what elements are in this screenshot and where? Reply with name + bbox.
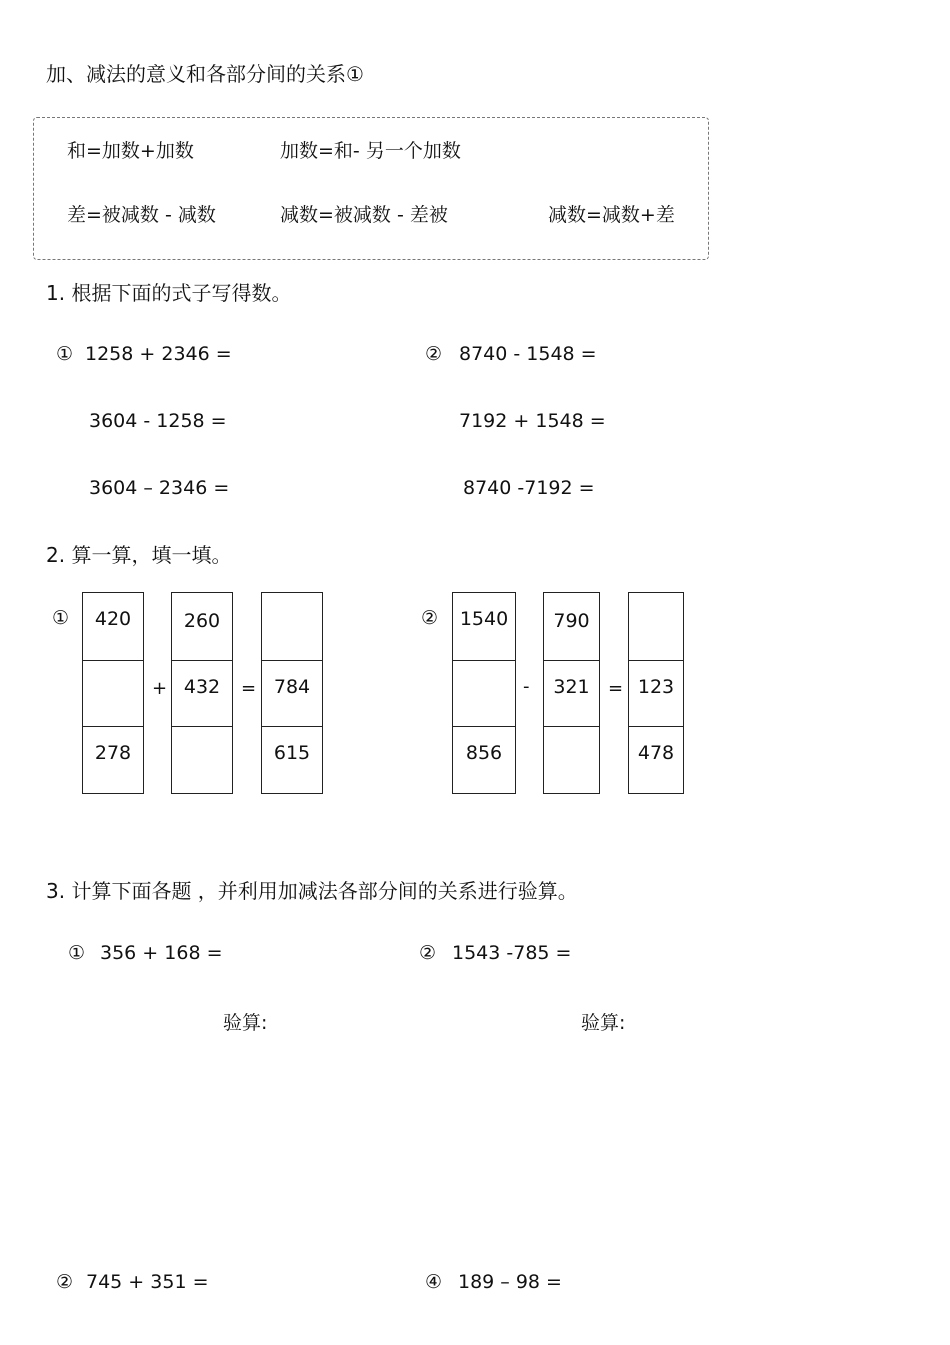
q2-g2-a-bottom: 856 <box>465 742 503 764</box>
q1-right-expr-2: 7192 + 1548 = <box>459 410 606 432</box>
q3-item2-marker: ② <box>419 942 437 964</box>
q2-g2-c-mid: 123 <box>629 660 683 727</box>
q3-item3-expr: 745 + 351 = <box>86 1271 209 1293</box>
q3-item4-marker: ④ <box>425 1271 443 1293</box>
q2-g1-b-bottom <box>172 727 232 794</box>
q3-check-label-1: 验算: <box>223 1012 268 1034</box>
q2-g2-a-top: 1540 <box>459 608 509 630</box>
q2-group2-marker: ② <box>421 607 439 629</box>
q3-item1-expr: 356 + 168 = <box>100 942 223 964</box>
q2-g1-b-top: 260 <box>183 610 221 632</box>
q2-g1-plus-sign: + <box>152 678 168 699</box>
q1-right-expr-1: 8740 - 1548 = <box>459 343 597 365</box>
rule-sum: 和=加数+加数 <box>67 140 194 162</box>
q1-left-expr-2: 3604 - 1258 = <box>89 410 227 432</box>
q3-item1-marker: ① <box>68 942 86 964</box>
q1-left-marker: ① <box>56 343 74 365</box>
page-title: 加、减法的意义和各部分间的关系① <box>46 62 364 86</box>
q2-g2-equals-sign: = <box>608 678 624 699</box>
q2-g1-column-c <box>261 592 323 794</box>
q3-check-label-2: 验算: <box>581 1012 626 1034</box>
rule-difference: 差=被减数 - 减数 <box>67 204 216 226</box>
q2-g2-b-mid: 321 <box>544 660 599 727</box>
q1-right-expr-3: 8740 -7192 = <box>463 477 595 499</box>
q2-g2-column-a <box>452 592 516 794</box>
rule-minuend: 减数=减数+差 <box>548 204 675 226</box>
q2-g2-b-top: 790 <box>553 610 590 632</box>
q2-g2-c-top <box>629 593 683 660</box>
rule-addend: 加数=和- 另一个加数 <box>280 140 461 162</box>
q2-g1-c-top <box>262 593 322 660</box>
q2-g1-a-bottom: 278 <box>94 742 132 764</box>
q1-heading: 1. 根据下面的式子写得数。 <box>46 281 292 305</box>
q2-g1-column-b <box>171 592 233 794</box>
q1-left-expr-1: 1258 + 2346 = <box>85 343 232 365</box>
q1-left-expr-3: 3604 – 2346 = <box>89 477 230 499</box>
q2-g2-minus-sign: - <box>523 676 530 697</box>
q2-g2-column-c <box>628 592 684 794</box>
q2-heading: 2. 算一算，填一填。 <box>46 543 232 567</box>
rule-subtrahend: 减数=被减数 - 差被 <box>280 204 448 226</box>
q3-heading: 3. 计算下面各题 ，并利用加减法各部分间的关系进行验算。 <box>46 879 578 903</box>
q2-g1-a-top: 420 <box>94 608 132 630</box>
q2-g1-a-mid <box>83 660 143 727</box>
q2-group1-marker: ① <box>52 607 70 629</box>
q2-g1-c-bottom: 615 <box>273 742 311 764</box>
q2-g1-equals-sign: = <box>241 678 257 699</box>
q2-g1-column-a <box>82 592 144 794</box>
q2-g2-a-mid <box>453 660 515 727</box>
q3-item2-expr: 1543 -785 = <box>452 942 572 964</box>
q2-g1-b-mid: 432 <box>172 660 232 727</box>
q2-g2-c-bottom: 478 <box>637 742 675 764</box>
q2-g2-b-bottom <box>544 727 599 794</box>
q2-g1-c-mid: 784 <box>262 660 322 727</box>
q1-right-marker: ② <box>425 343 443 365</box>
q3-item3-marker: ② <box>56 1271 74 1293</box>
q3-item4-expr: 189 – 98 = <box>458 1271 562 1293</box>
q2-g2-column-b <box>543 592 600 794</box>
